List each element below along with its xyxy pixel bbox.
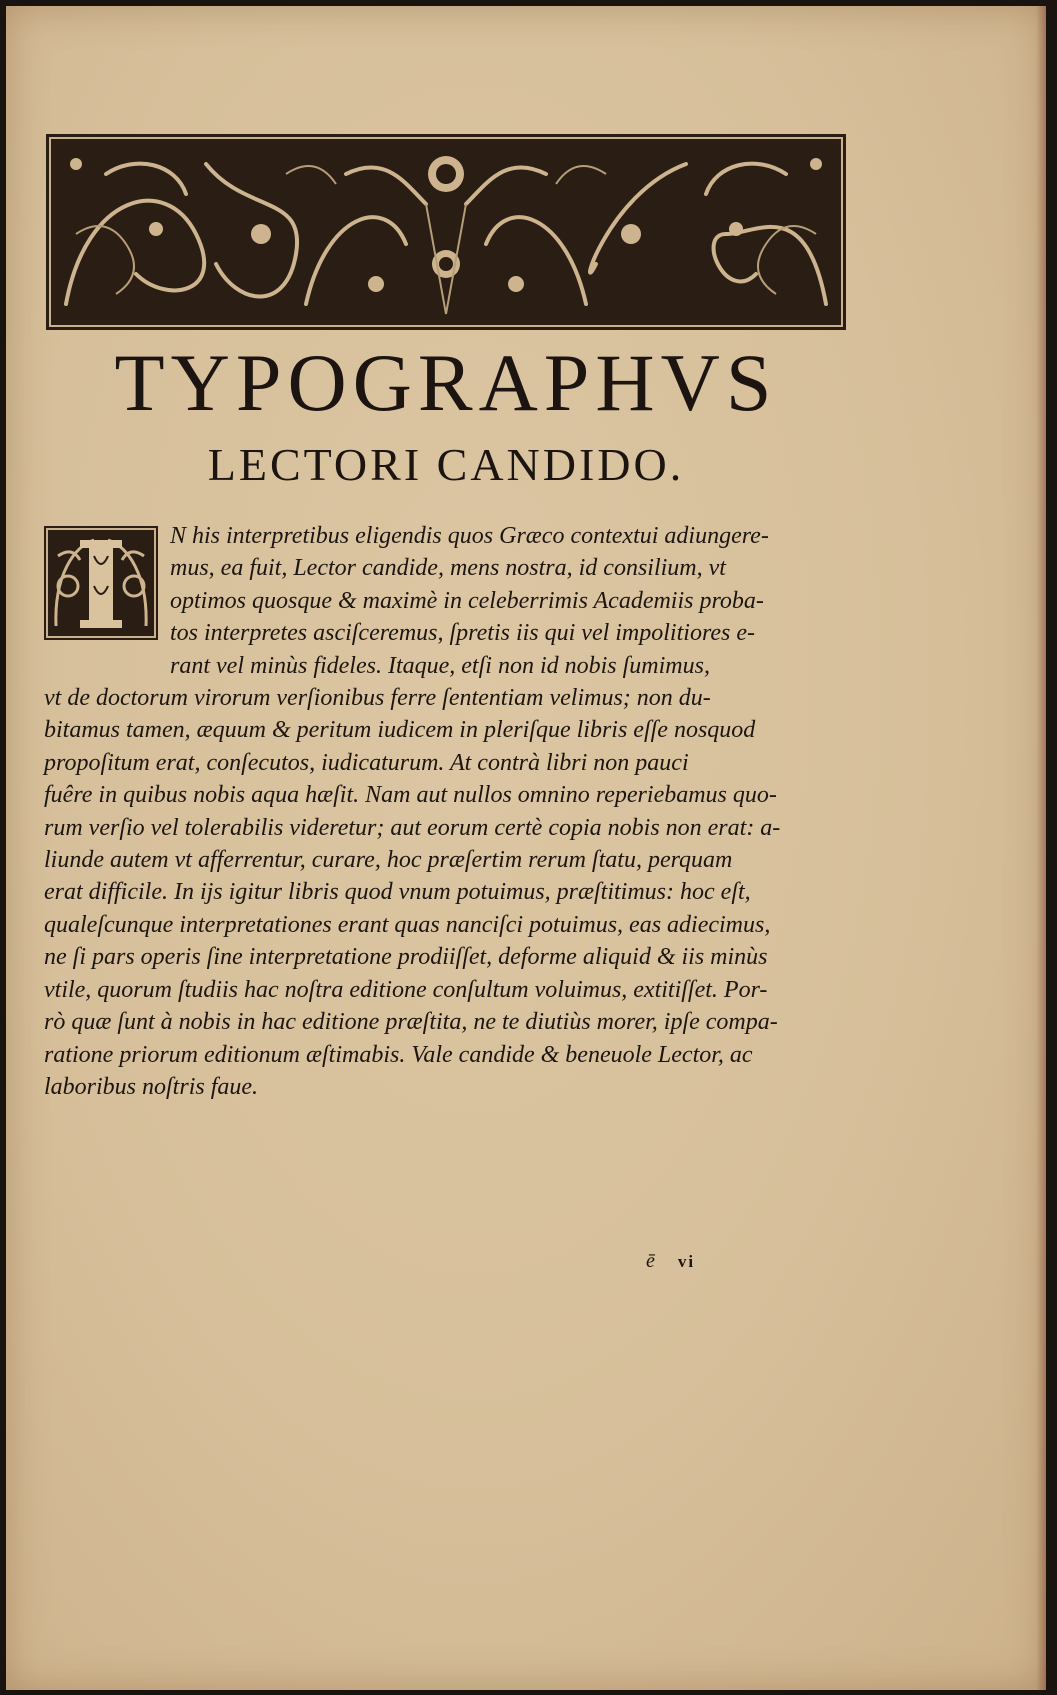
text-line: qualeſcunque interpretationes erant quas nanciſci potuimus, eas adiecimus, [44, 911, 771, 938]
preface-text [44, 520, 830, 1103]
page-title: TYPOGRAPHVS [114, 337, 778, 428]
text-line: vtile, quorum ſtudiis hac noſtra editione conſultum voluimus, extitiſſet. Por- [44, 976, 768, 1003]
text-line: vt de doctorum virorum verſionibus ferre ſententiam velimus; non du- [44, 685, 711, 712]
text-line: rum verſio vel tolerabilis videretur; aut eorum certè copia nobis non erat: a- [44, 814, 781, 841]
page-subtitle: LECTORI CANDIDO. [207, 439, 685, 490]
text-line: mus, ea fuit, Lector candide, mens nostra, id consilium, vt [170, 555, 726, 582]
book-page [6, 6, 1046, 1690]
text-line: ratione priorum editionum æſtimabis. Vale candide & beneuole Lector, ac [44, 1041, 753, 1068]
text-line: tos interpretes asciſceremus, ſpretis iis qui vel impolitiores e- [170, 620, 756, 647]
text-line: bitamus tamen, æquum & peritum iudicem in pleriſque libris eſſe nosquod [44, 717, 756, 744]
ornamental-headpiece [46, 134, 846, 330]
text-line: propoſitum erat, conſecutos, iudicaturum. At contrà libri non pauci [44, 749, 689, 776]
text-line: rò quæ ſunt à nobis in hac editione præſtita, ne te diutiùs morer, ipſe compa- [44, 1009, 778, 1036]
text-line: optimos quosque & maximè in celeberrimis Academiis proba- [170, 587, 764, 614]
text-line: laboribus noſtris faue. [44, 1073, 259, 1100]
text-line: fuêre in quibus nobis aqua hæſit. Nam aut nullos omnino reperiebamus quo- [44, 782, 777, 809]
signature-symbol: ē [646, 1250, 657, 1272]
text-line: erat difficile. In ijs igitur libris quod vnum potuimus, præſtitimus: hoc eſt, [44, 879, 751, 906]
signature-number: vi [677, 1252, 696, 1271]
text-line: ne ſi pars operis ſine interpretatione prodiiſſet, deforme aliquid & iis minùs [44, 944, 768, 971]
signature-mark [646, 1250, 695, 1273]
text-line: rant vel minùs fideles. Itaque, etſi non id nobis ſumimus, [170, 652, 710, 679]
text-line: N his interpretibus eligendis quos Græco contextui adiungere- [170, 523, 769, 549]
page-edge [1036, 6, 1046, 1690]
text-line: liunde autem vt afferrentur, curare, hoc præſertim rerum ſtatu, perquam [44, 847, 733, 874]
